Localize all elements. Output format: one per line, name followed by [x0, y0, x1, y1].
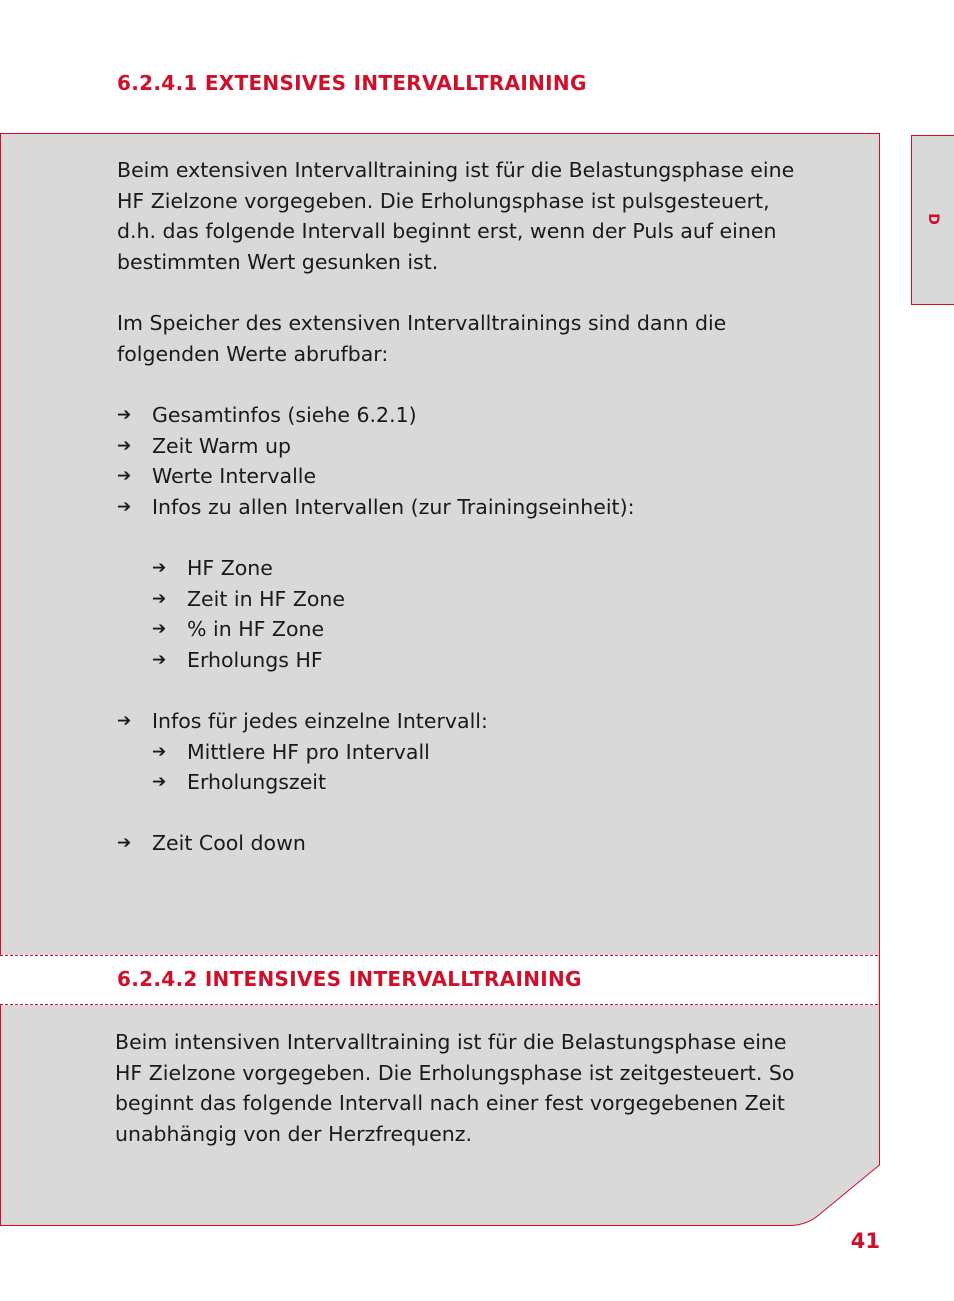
list-item: ➔ Werte Intervalle: [117, 461, 316, 491]
arrow-right-icon: ➔: [152, 619, 167, 639]
memory-paragraph: Im Speicher des extensiven Intervalltrainings sind dann die folgenden Werte abrufbar:: [117, 311, 727, 366]
sub-list-item: ➔ Zeit in HF Zone: [152, 584, 345, 614]
section-heading-intensive: 6.2.4.2 INTENSIVES INTERVALLTRAINING: [117, 967, 582, 991]
intensive-paragraph: Beim intensiven Intervalltraining ist für die Belastungsphase eine HF Zielzone vorgegeben. Die Erholungsphase ist zeitgesteuert. So beginnt das folgende Intervall nach einer fest vorgegebenen Zeit unabhängig von der Herzfrequenz.: [115, 1030, 795, 1146]
arrow-right-icon: ➔: [117, 466, 132, 486]
list-item: ➔ Zeit Warm up: [117, 431, 291, 461]
list-item: ➔ Gesamtinfos (siehe 6.2.1): [117, 400, 417, 430]
arrow-right-icon: ➔: [152, 558, 167, 578]
arrow-right-icon: ➔: [117, 405, 132, 425]
sub-list-item: ➔ HF Zone: [152, 553, 273, 583]
arrow-right-icon: ➔: [152, 772, 167, 792]
list-item: ➔ Infos für jedes einzelne Intervall:: [117, 706, 488, 736]
language-tab: [911, 135, 954, 305]
page-number: 41: [850, 1229, 880, 1253]
arrow-right-icon: ➔: [117, 833, 132, 853]
arrow-right-icon: ➔: [117, 497, 132, 517]
sub-list-item: ➔ Mittlere HF pro Intervall: [152, 737, 430, 767]
list-item: ➔ Zeit Cool down: [117, 828, 306, 858]
language-tab-label: D: [925, 213, 941, 225]
arrow-right-icon: ➔: [152, 589, 167, 609]
arrow-right-icon: ➔: [152, 742, 167, 762]
sub-list-item: ➔ Erholungs HF: [152, 645, 323, 675]
section-heading-extensive: 6.2.4.1 EXTENSIVES INTERVALLTRAINING: [117, 71, 587, 95]
list-item: ➔ Infos zu allen Intervallen (zur Trainingseinheit):: [117, 492, 634, 522]
sub-list-item: ➔ Erholungszeit: [152, 767, 326, 797]
arrow-right-icon: ➔: [117, 711, 132, 731]
arrow-right-icon: ➔: [117, 436, 132, 456]
arrow-right-icon: ➔: [152, 650, 167, 670]
sub-list-item: ➔ % in HF Zone: [152, 614, 324, 644]
intro-paragraph: Beim extensiven Intervalltraining ist für die Belastungsphase eine HF Zielzone vorgegeben. Die Erholungsphase ist pulsgesteuert, d.h. das folgende Intervall beginnt erst, wenn der Puls auf einen bestimmten Wert gesunken ist.: [117, 158, 795, 274]
